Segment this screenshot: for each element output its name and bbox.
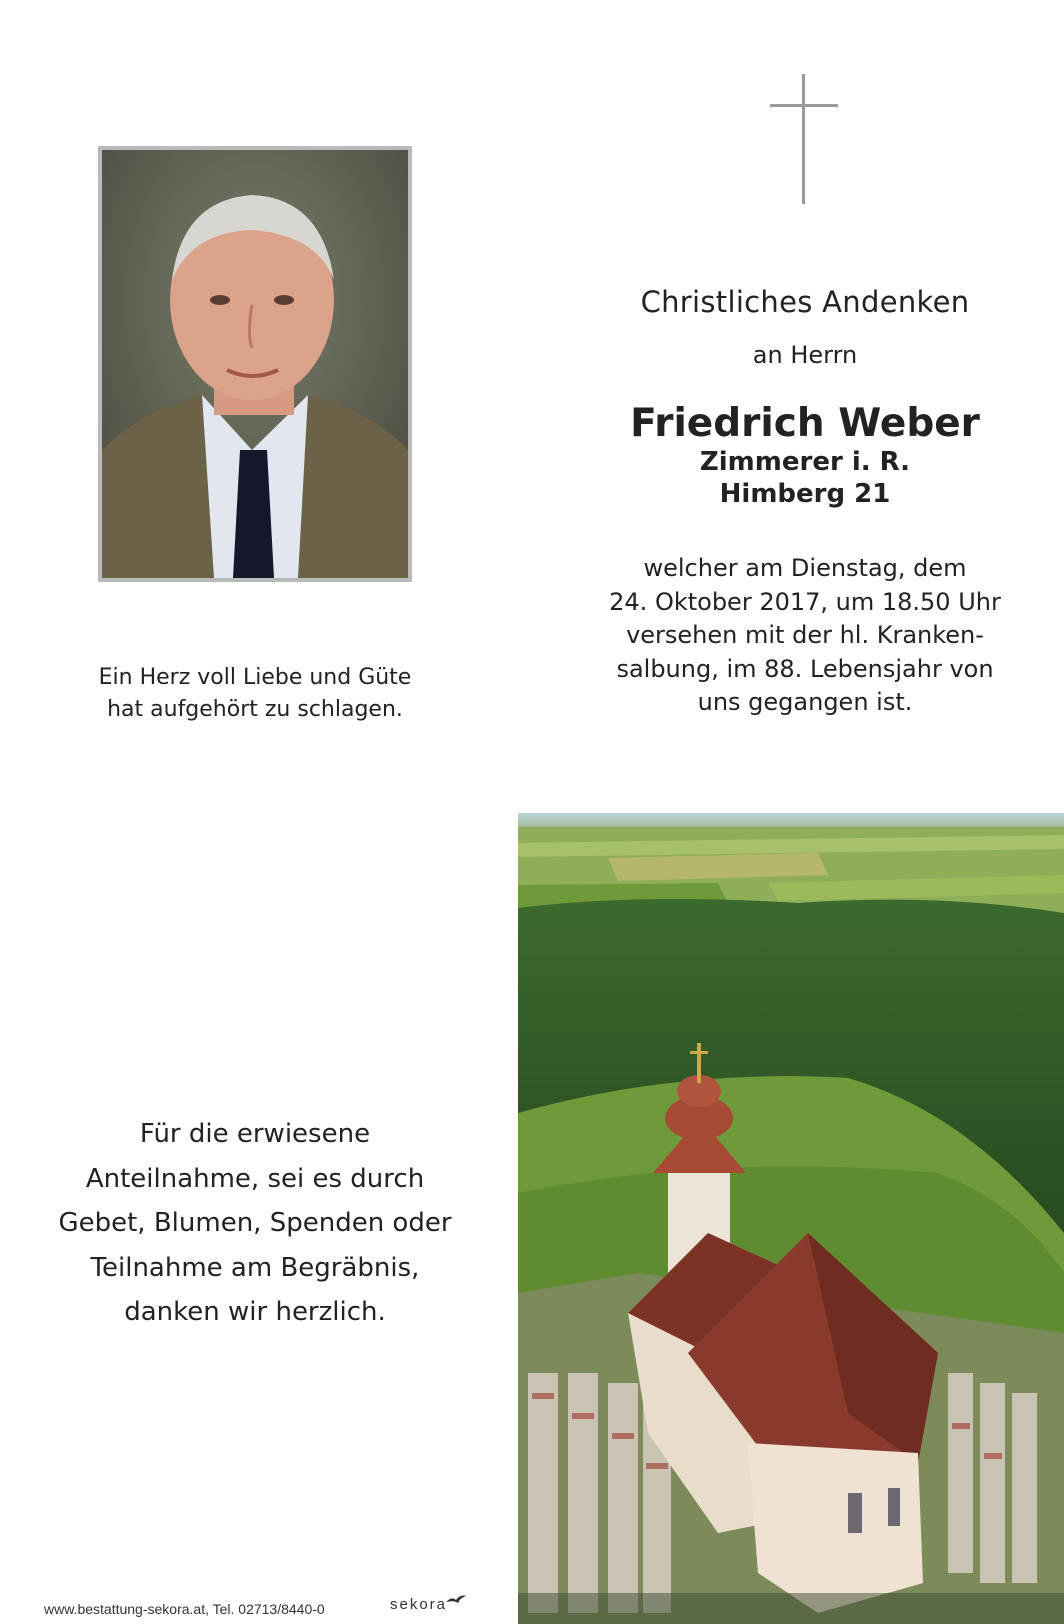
sekora-logo: sekora <box>390 1596 448 1613</box>
death-notice <box>590 552 1020 720</box>
thanks-line: danken wir herzlich. <box>124 1297 386 1327</box>
thanks-line: Gebet, Blumen, Spenden oder <box>58 1208 452 1238</box>
cross-icon <box>770 74 838 204</box>
death-notice-line: 24. Oktober 2017, um 18.50 Uhr <box>609 587 1001 616</box>
portrait-photo <box>98 146 412 582</box>
deceased-name: Friedrich Weber <box>630 401 980 446</box>
footer-contact: www.bestattung-sekora.at, Tel. 02713/8440-0 <box>44 1601 325 1617</box>
bird-icon <box>446 1591 466 1603</box>
thanks-line: Anteilnahme, sei es durch <box>85 1163 425 1194</box>
death-notice-line: uns gegangen ist. <box>697 688 913 716</box>
heart-quote <box>60 662 450 726</box>
thanks-message <box>40 1112 470 1335</box>
death-notice-line: versehen mit der hl. Kranken- <box>626 621 984 649</box>
thanks-line: Teilnahme am Begräbnis, <box>90 1252 420 1283</box>
deceased-address: Himberg 21 <box>719 479 891 509</box>
death-notice-line: salbung, im 88. Lebensjahr von <box>616 654 994 683</box>
heart-quote-line: Ein Herz voll Liebe und Güte <box>98 665 412 690</box>
heart-quote-line: hat aufgehört zu schlagen. <box>107 697 403 722</box>
title-intro: Christliches Andenken <box>640 285 970 319</box>
subtitle-intro: an Herrn <box>752 341 858 369</box>
death-notice-line: welcher am Dienstag, dem <box>643 554 967 582</box>
deceased-occupation: Zimmerer i. R. <box>699 447 911 477</box>
church-photo <box>518 813 1064 1624</box>
thanks-line: Für die erwiesene <box>139 1119 371 1149</box>
